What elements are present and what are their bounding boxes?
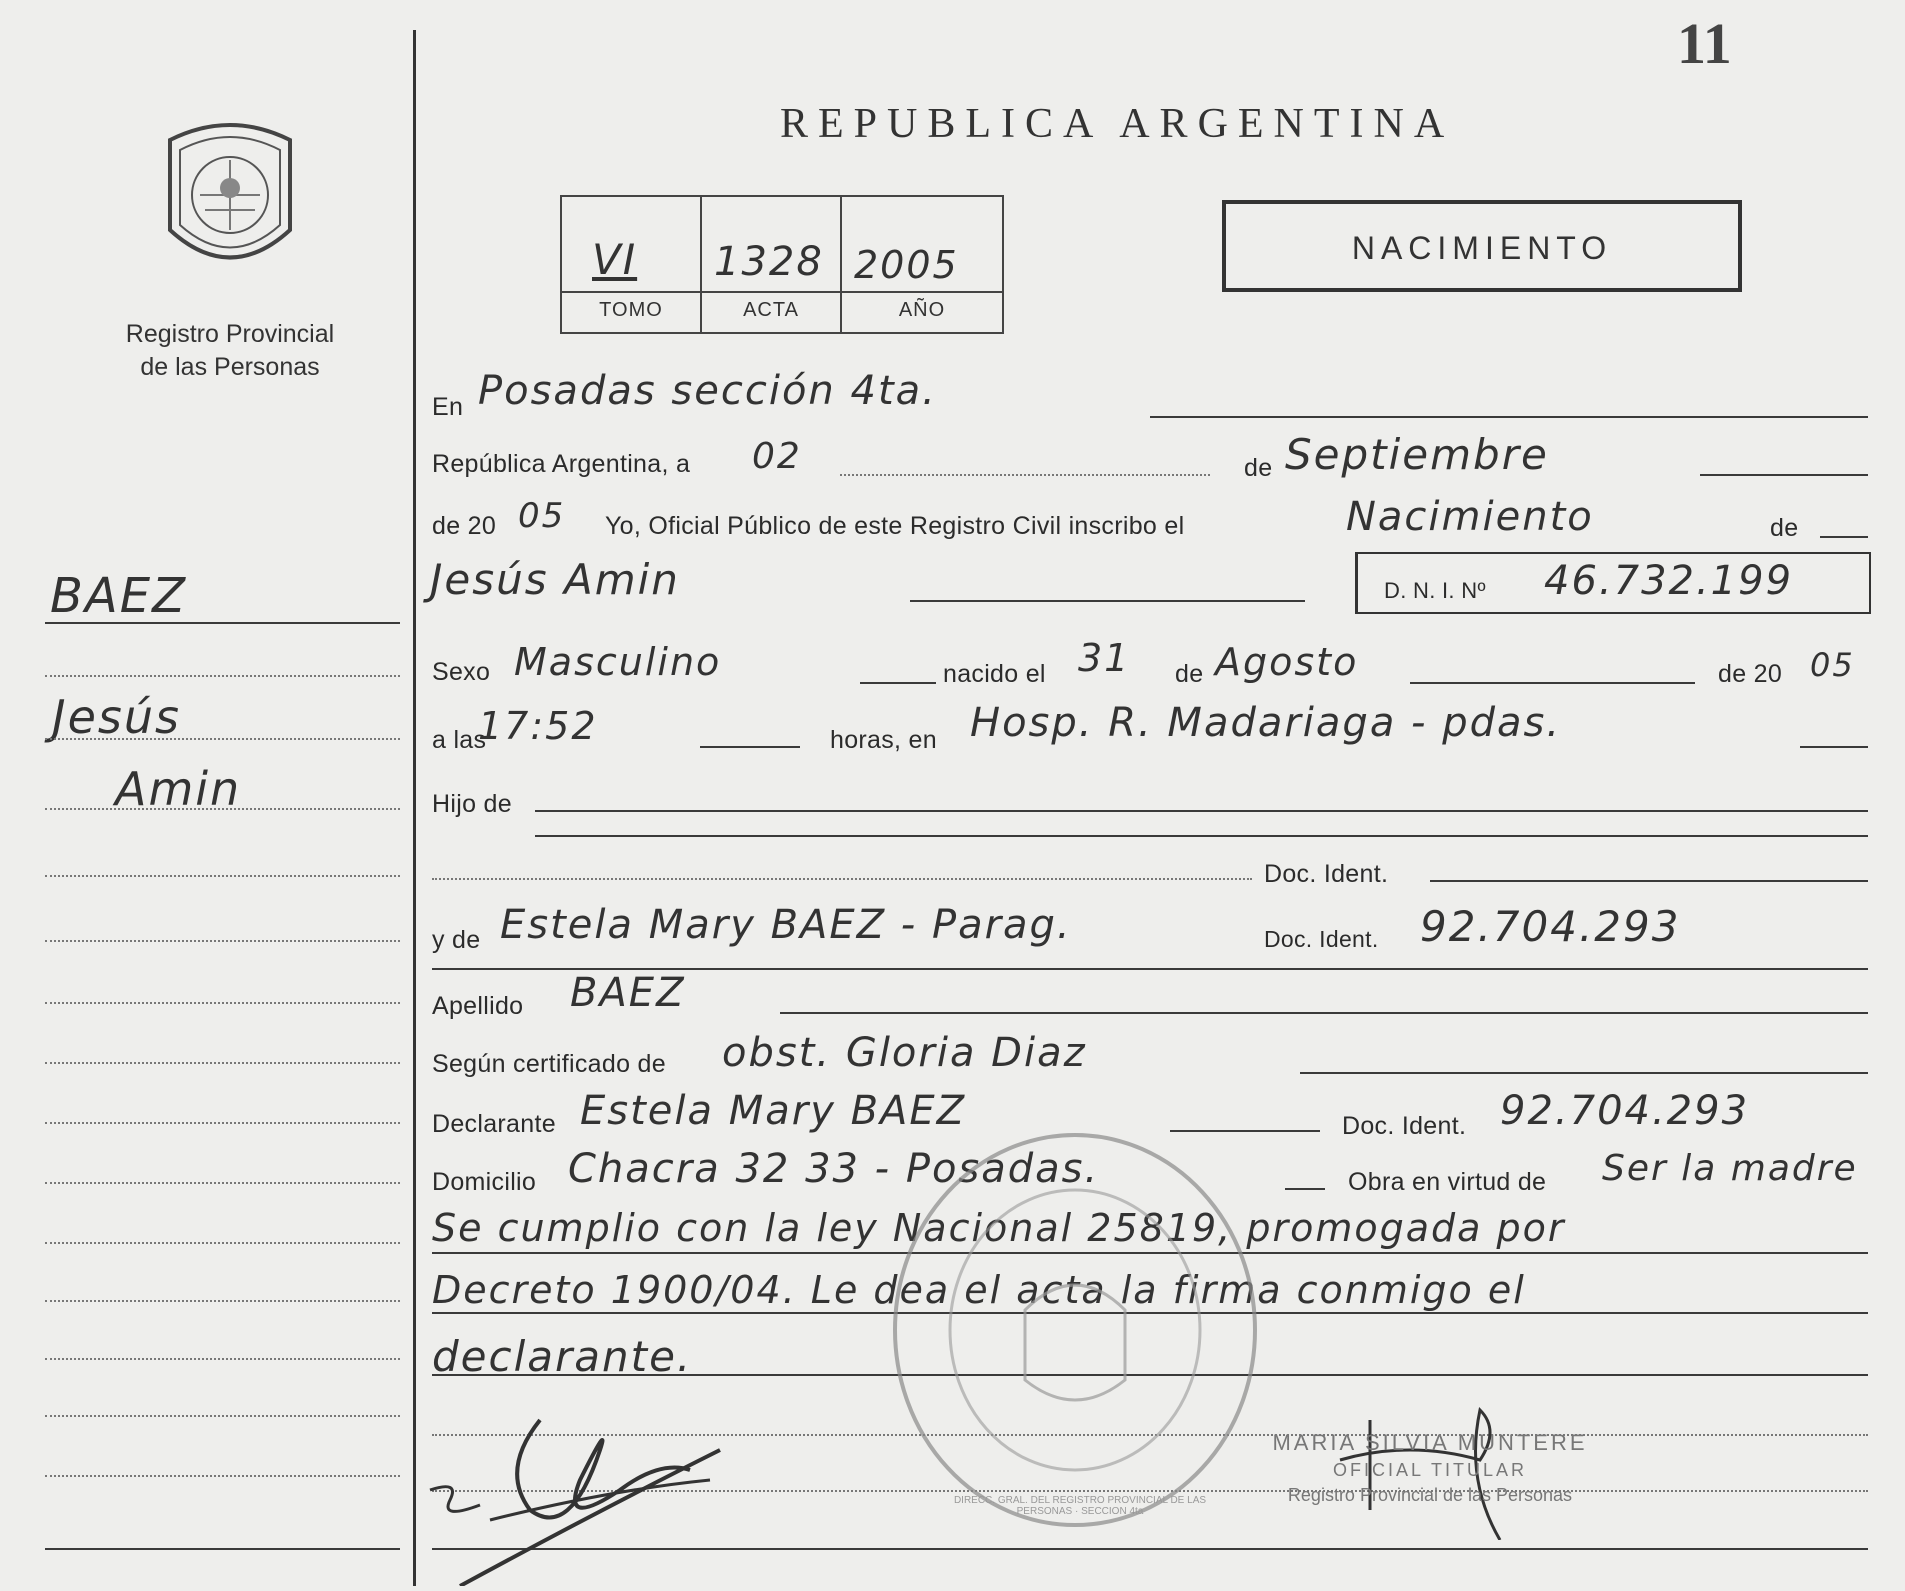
form-line — [910, 600, 1305, 602]
day-value: 02 — [752, 436, 802, 477]
margin-bottom-line — [45, 1548, 400, 1550]
month-value: Septiembre — [1285, 430, 1549, 479]
margin-given-name-2: Amin — [115, 762, 242, 816]
yo-text: Yo, Oficial Público de este Registro Civil inscribo el — [605, 512, 1185, 540]
margin-surname: BAEZ — [50, 568, 187, 624]
domicilio-value: Chacra 32 33 - Posadas. — [568, 1146, 1100, 1192]
seal-text: DIRECC. GRAL. DEL REGISTRO PROVINCIAL DE LAS PERSONAS · SECCION 4ta — [953, 1495, 1207, 1517]
tomo-value: VI — [592, 235, 638, 284]
margin-dotted-line — [45, 808, 400, 810]
name-value: Jesús Amin — [430, 555, 680, 604]
official-stamp — [1220, 1430, 1640, 1506]
en-label: En — [432, 393, 464, 421]
act-value: Nacimiento — [1346, 494, 1594, 540]
margin-dotted-line — [45, 1358, 400, 1360]
emblem-caption-line2: de las Personas — [140, 353, 320, 381]
act-type: NACIMIENTO — [1351, 230, 1613, 266]
doc-ident-label-3: Doc. Ident. — [1342, 1112, 1467, 1140]
yde-label: y de — [432, 926, 481, 954]
mother-doc: 92.704.293 — [1420, 902, 1681, 951]
declarante-label: Declarante — [432, 1110, 556, 1138]
dni-value: 46.732.199 — [1544, 558, 1794, 604]
margin-dotted-line — [45, 1062, 400, 1064]
form-line — [1410, 682, 1695, 684]
year-value: 05 — [518, 496, 566, 536]
column-separator — [413, 30, 416, 1586]
form-line — [1150, 416, 1868, 418]
dni-label: D. N. I. Nº — [1384, 578, 1486, 603]
segun-label: Según certificado de — [432, 1050, 666, 1078]
anio-value: 2005 — [854, 243, 959, 287]
margin-dotted-line — [45, 1182, 400, 1184]
republica-label: República Argentina, a — [432, 450, 691, 478]
note-line-1: Se cumplio con la ley Nacional 25819, promogada por — [432, 1206, 1566, 1250]
birth-month: Agosto — [1215, 640, 1359, 684]
official-role: OFICIAL TITULAR — [1332, 1460, 1528, 1480]
act-type-box — [1222, 200, 1742, 292]
emblem-caption-line1: Registro Provincial — [125, 320, 335, 348]
form-line — [1820, 536, 1868, 538]
place-value: Hosp. R. Madariaga - pdas. — [970, 700, 1562, 746]
note-line-3: declarante. — [432, 1332, 693, 1381]
margin-dotted-line — [45, 940, 400, 942]
page-number: 11 — [1677, 11, 1732, 76]
en-value: Posadas sección 4ta. — [478, 368, 937, 414]
horas-label: horas, en — [830, 726, 937, 754]
anio-label: AÑO — [898, 299, 946, 321]
acta-label: ACTA — [743, 299, 799, 321]
domicilio-label: Domicilio — [432, 1168, 537, 1196]
de-label-3: de — [1175, 660, 1204, 688]
form-line — [1800, 746, 1868, 748]
margin-given-name-1: Jesús — [52, 690, 181, 744]
form-line — [1700, 474, 1868, 476]
margin-dotted-line — [45, 1415, 400, 1417]
form-line — [535, 810, 1868, 812]
form-line — [1285, 1188, 1325, 1190]
margin-dotted-line — [45, 1002, 400, 1004]
margin-dotted-line — [45, 1475, 400, 1477]
de-label: de — [1244, 454, 1273, 482]
mother-value: Estela Mary BAEZ - Parag. — [500, 902, 1072, 948]
margin-dotted-line — [45, 738, 400, 740]
margin-dotted-line — [45, 1242, 400, 1244]
emblem-caption — [60, 318, 400, 384]
official-office: Registro Provincial de las Personas — [1287, 1485, 1573, 1505]
declarante-value: Estela Mary BAEZ — [580, 1088, 967, 1134]
de20-label: de 20 — [1718, 660, 1783, 688]
form-line — [1300, 1072, 1868, 1074]
tomo-label: TOMO — [599, 299, 663, 321]
sexo-value: Masculino — [514, 640, 722, 684]
alas-label: a las — [432, 726, 487, 754]
form-line — [700, 746, 800, 748]
apellido-label: Apellido — [432, 992, 524, 1020]
margin-dotted-line — [45, 1122, 400, 1124]
de-label-2: de — [1770, 514, 1799, 542]
margin-dotted-line — [45, 875, 400, 877]
nacido-label: nacido el — [943, 660, 1046, 688]
acta-value: 1328 — [714, 239, 824, 285]
margin-dotted-line — [45, 1300, 400, 1302]
hijo-label: Hijo de — [432, 790, 512, 818]
obra-value: Ser la madre — [1602, 1148, 1858, 1189]
note-line-2: Decreto 1900/04. Le dea el acta la firma conmigo el — [432, 1268, 1526, 1312]
segun-value: obst. Gloria Diaz — [722, 1030, 1087, 1076]
provincial-emblem — [150, 110, 310, 290]
doc-ident-label-2: Doc. Ident. — [1264, 926, 1379, 952]
form-line — [780, 1012, 1868, 1014]
form-line — [860, 682, 936, 684]
hour-value: 17:52 — [478, 704, 598, 748]
declarante-doc: 92.704.293 — [1500, 1088, 1750, 1134]
birth-day: 31 — [1078, 636, 1131, 680]
country-title: REPUBLICA ARGENTINA — [780, 101, 1455, 147]
obra-label: Obra en virtud de — [1348, 1168, 1547, 1196]
birth-year: 05 — [1810, 646, 1855, 684]
doc-ident-label: Doc. Ident. — [1264, 860, 1389, 888]
year-prefix: de 20 — [432, 512, 497, 540]
sexo-label: Sexo — [432, 658, 491, 686]
reference-box — [560, 195, 1004, 334]
form-line — [535, 835, 1868, 837]
form-line — [1430, 880, 1868, 882]
form-line — [432, 878, 1252, 880]
official-name: MARIA SILVIA MUNTERE — [1272, 1430, 1588, 1455]
apellido-value: BAEZ — [570, 970, 686, 1016]
declarant-signature — [420, 1390, 750, 1586]
dni-box — [1355, 552, 1871, 614]
form-line — [840, 474, 1210, 476]
margin-dotted-line — [45, 675, 400, 677]
official-seal — [890, 1130, 1260, 1530]
margin-surname-line — [45, 622, 400, 624]
